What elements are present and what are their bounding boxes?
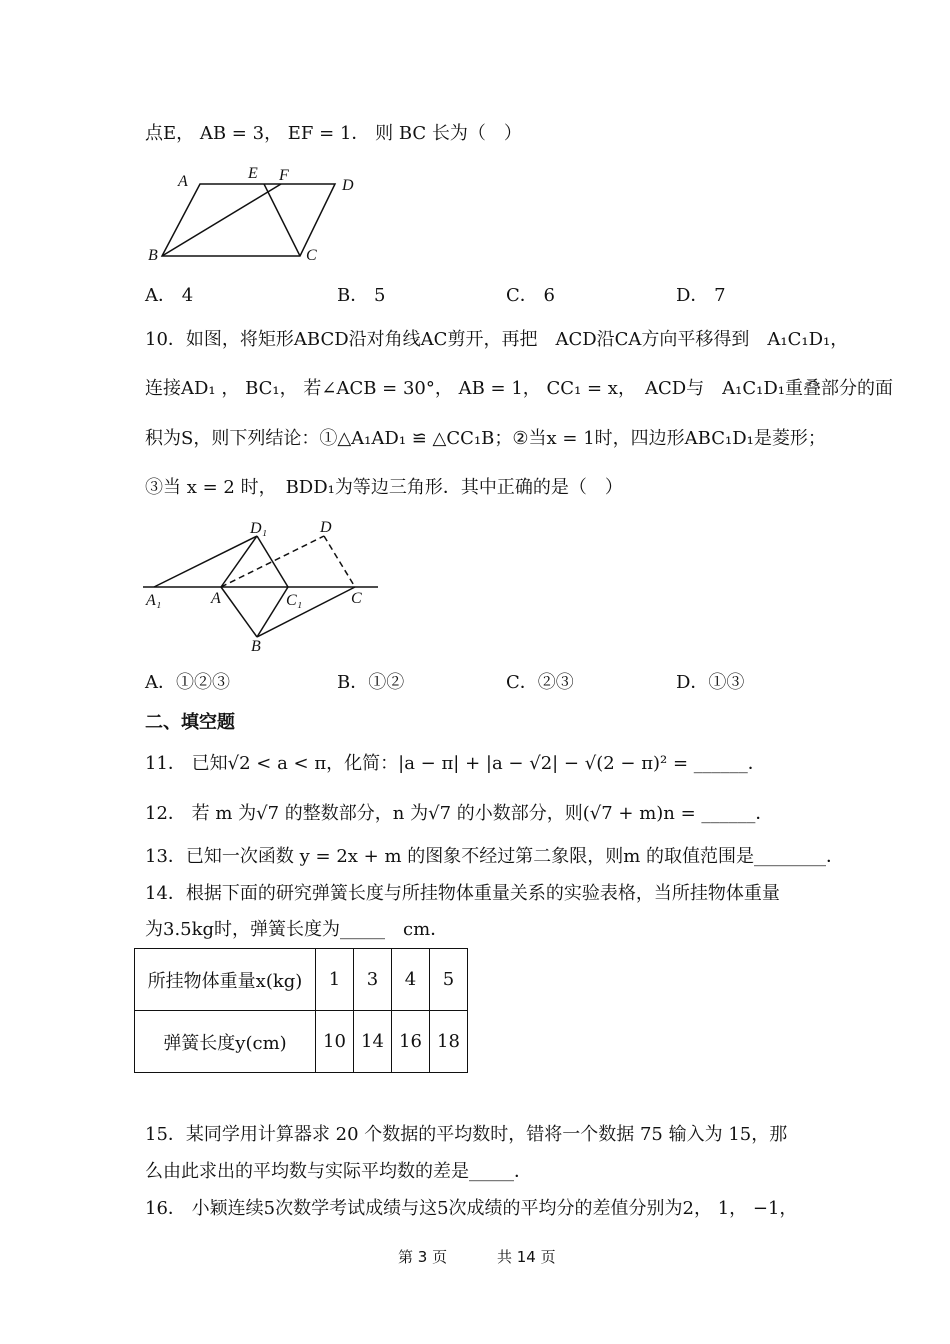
q10-option-d: D．①③ [676,672,745,693]
table-cell: 10 [316,1011,354,1073]
table-cell: 14 [354,1011,392,1073]
q15-line-2: 么由此求出的平均数与实际平均数的差是_____． [145,1161,532,1182]
q10-option-a: A．①②③ [145,672,230,693]
table-cell: 1 [316,949,354,1011]
section-title: 二、填空题 [145,712,235,733]
q9-label-B: B [148,247,158,264]
table-cell: 16 [392,1011,430,1073]
q10-label-C1: C₁ [286,592,303,609]
q9-label-C: C [306,247,317,264]
q9-option-b: B． 5 [337,285,386,306]
q9-label-A: A [178,173,188,190]
q10-option-c: C．②③ [506,672,574,693]
q10-line-3: 积为S，则下列结论：①△A₁AD₁ ≌ △CC₁B；②当x = 1时，四边形ABC₁D₁是菱形； [145,428,826,449]
q9-label-D: D [342,177,354,194]
table-row [135,1011,468,1073]
table-cell: 3 [354,949,392,1011]
q10-label-A: A [211,590,221,607]
q9-label-F: F [279,167,289,184]
table-header-weight: 所挂物体重量x(kg) [135,949,316,1011]
q10-label-C: C [351,590,362,607]
table-cell: 18 [430,1011,468,1073]
q13-text: 13．已知一次函数 y = 2x + m 的图象不经过第二象限，则m 的取值范围是________． [145,846,845,867]
q10-label-D1: D₁ [250,520,268,537]
q12-text: 12． 若 m 为√7 的整数部分，n 为√7 的小数部分，则(√7 + m)n = ______． [145,803,774,824]
total-pages: 共 14 页 [497,1248,556,1266]
q10-line-1: 10．如图，将矩形ABCD沿对角线AC剪开，再把 ACD沿CA方向平移得到 A₁C₁D₁， [145,329,849,350]
q9-text: 点E， AB = 3， EF = 1． 则 BC 长为（ ） [145,123,522,144]
q14-line-1: 14．根据下面的研究弹簧长度与所挂物体重量关系的实验表格，当所挂物体重量 [145,883,780,904]
q10-line-4: ③当 x = 2 时， BDD₁为等边三角形．其中正确的是（ ） [145,477,623,498]
q10-option-b: B．①② [337,672,405,693]
q9-figure [140,160,380,270]
q16-text: 16． 小颖连续5次数学考试成绩与这5次成绩的平均分的差值分别为2， 1， −1， [145,1198,798,1219]
q10-label-A1: A₁ [146,592,162,609]
q14-line-2: 为3.5kg时，弹簧长度为_____ cm． [145,919,449,940]
q10-label-B: B [251,638,261,655]
q9-option-a: A． 4 [145,285,194,306]
q11-text: 11． 已知√2 < a < π，化简：|a − π| + |a − √2| − √(2 − π)² = ______． [145,753,766,774]
table-cell: 4 [392,949,430,1011]
q9-option-d: D． 7 [676,285,726,306]
q10-label-D: D [320,519,332,536]
page-number: 第 3 页 [398,1248,448,1266]
q9-label-E: E [248,165,258,182]
q15-line-1: 15．某同学用计算器求 20 个数据的平均数时，错将一个数据 75 输入为 15，那 [145,1124,788,1145]
q10-figure [140,515,390,655]
table-header-length: 弹簧长度y(cm) [135,1011,316,1073]
table-cell: 5 [430,949,468,1011]
q10-line-2: 连接AD₁ ， BC₁， 若∠ACB = 30°， AB = 1， CC₁ = x， ACD与 A₁C₁D₁重叠部分的面 [145,378,894,399]
table-row [135,949,468,1011]
spring-data-table [134,948,468,1073]
q9-option-c: C． 6 [506,285,555,306]
